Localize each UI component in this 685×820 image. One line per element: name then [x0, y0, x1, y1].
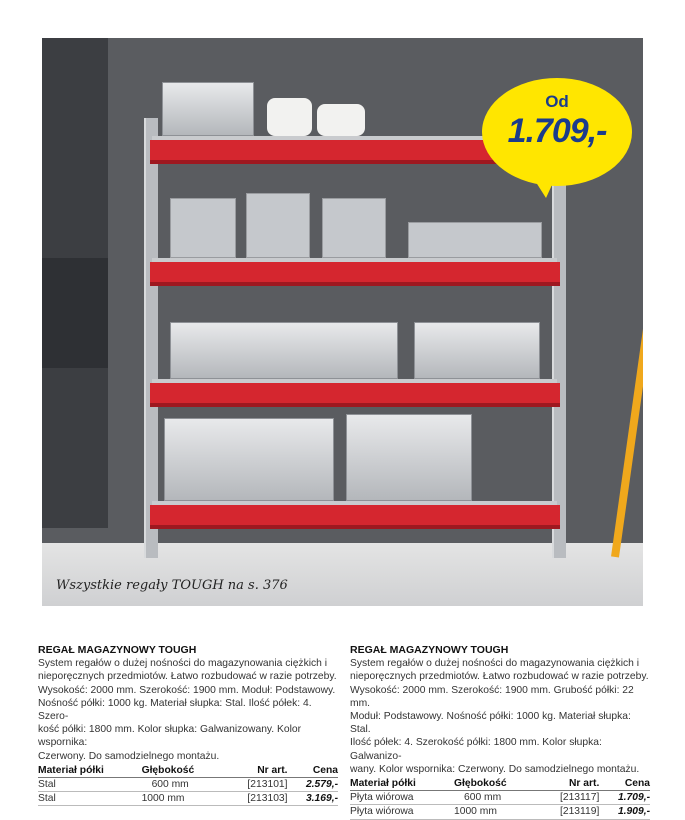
- aluminium-case: [414, 322, 540, 379]
- plastic-crate: [408, 222, 542, 258]
- price-bubble: [482, 78, 632, 186]
- product-title: REGAŁ MAGAZYNOWY TOUGH: [38, 644, 197, 656]
- description-line: nieporęcznych przedmiotów. Łatwo rozbudować w razie potrzeby.: [350, 671, 649, 683]
- product-2: [350, 644, 650, 820]
- price: 1.909,-: [599, 805, 650, 819]
- product-1: [38, 644, 338, 806]
- product-description: [350, 657, 650, 776]
- shelf-beam: [150, 505, 560, 529]
- shelf-upright-left: [144, 118, 158, 558]
- col-header: Głębokość: [454, 777, 537, 791]
- description-line: Wysokość: 2000 mm. Szerokość: 1900 mm. Grubość półki: 22 mm.: [350, 684, 634, 709]
- product-description: [38, 657, 338, 763]
- price: 2.579,-: [288, 778, 338, 792]
- rope-coil: [267, 98, 312, 136]
- col-header: Materiał półki: [38, 764, 142, 778]
- col-header: Głębokość: [142, 764, 225, 778]
- aluminium-case: [164, 418, 334, 501]
- cell: [213103]: [224, 792, 287, 806]
- description-line: Ilość półek: 4. Szerokość półki: 1800 mm. Kolor słupka: Galwanizo-: [350, 737, 602, 762]
- plastic-crate: [322, 198, 386, 258]
- cell: Stal: [38, 792, 142, 806]
- aluminium-crate: [170, 322, 398, 379]
- garage-background: [42, 38, 108, 528]
- rope-coil: [317, 104, 365, 136]
- price: 1.709,-: [599, 791, 650, 805]
- price-table: [350, 777, 650, 820]
- plastic-crate: [246, 193, 310, 258]
- description-line: System regałów o dużej nośności do magazynowania ciężkich i: [38, 658, 328, 670]
- price-from: 1.709,-: [507, 112, 607, 150]
- cell: Płyta wiórowa: [350, 805, 454, 819]
- description-line: System regałów o dużej nośności do magazynowania ciężkich i: [350, 658, 640, 670]
- cell: [213117]: [537, 791, 599, 805]
- cell: Płyta wiórowa: [350, 791, 454, 805]
- cell: 600 mm: [454, 791, 537, 805]
- photo-caption: Wszystkie regały TOUGH na s. 376: [56, 578, 288, 593]
- product-title: REGAŁ MAGAZYNOWY TOUGH: [350, 644, 509, 656]
- table-row: [38, 792, 338, 806]
- aluminium-case: [162, 82, 254, 136]
- cell: [213101]: [224, 778, 287, 792]
- description-line: nieporęcznych przedmiotów. Łatwo rozbudować w razie potrzeby.: [38, 671, 337, 683]
- price-table: [38, 764, 338, 807]
- cell: 600 mm: [142, 778, 225, 792]
- col-header: Nr art.: [537, 777, 599, 791]
- shelf-beam: [150, 262, 560, 286]
- col-header: Materiał półki: [350, 777, 454, 791]
- cell: 1000 mm: [142, 792, 225, 806]
- table-row: [38, 778, 338, 792]
- cell: [213119]: [537, 805, 599, 819]
- cell: 1000 mm: [454, 805, 537, 819]
- description-line: Wysokość: 2000 mm. Szerokość: 1900 mm. Moduł: Podstawowy.: [38, 684, 336, 696]
- table-row: [350, 791, 650, 805]
- aluminium-case: [346, 414, 472, 501]
- price: 3.169,-: [288, 792, 338, 806]
- description-line: kość półki: 1800 mm. Kolor słupka: Galwanizowany. Kolor wspornika:: [38, 724, 302, 749]
- col-header: Nr art.: [224, 764, 287, 778]
- price-prefix: Od: [545, 92, 569, 111]
- product-photo: [42, 38, 643, 606]
- description-line: Nośność półki: 1000 kg. Materiał słupka: Stal. Ilość półek: 4. Szero-: [38, 697, 312, 723]
- pegboard: [42, 258, 108, 368]
- col-header: Cena: [288, 764, 338, 778]
- col-header: Cena: [599, 777, 650, 791]
- description-line: Czerwony. Do samodzielnego montażu.: [38, 750, 220, 762]
- description-line: wany. Kolor wspornika: Czerwony. Do samodzielnego montażu.: [350, 763, 640, 775]
- cell: Stal: [38, 778, 142, 792]
- plastic-crate: [170, 198, 236, 258]
- hand-truck: [611, 329, 643, 558]
- description-line: Moduł: Podstawowy. Nośność półki: 1000 kg. Materiał słupka: Stal.: [350, 711, 631, 736]
- table-row: [350, 805, 650, 819]
- shelf-beam: [150, 383, 560, 407]
